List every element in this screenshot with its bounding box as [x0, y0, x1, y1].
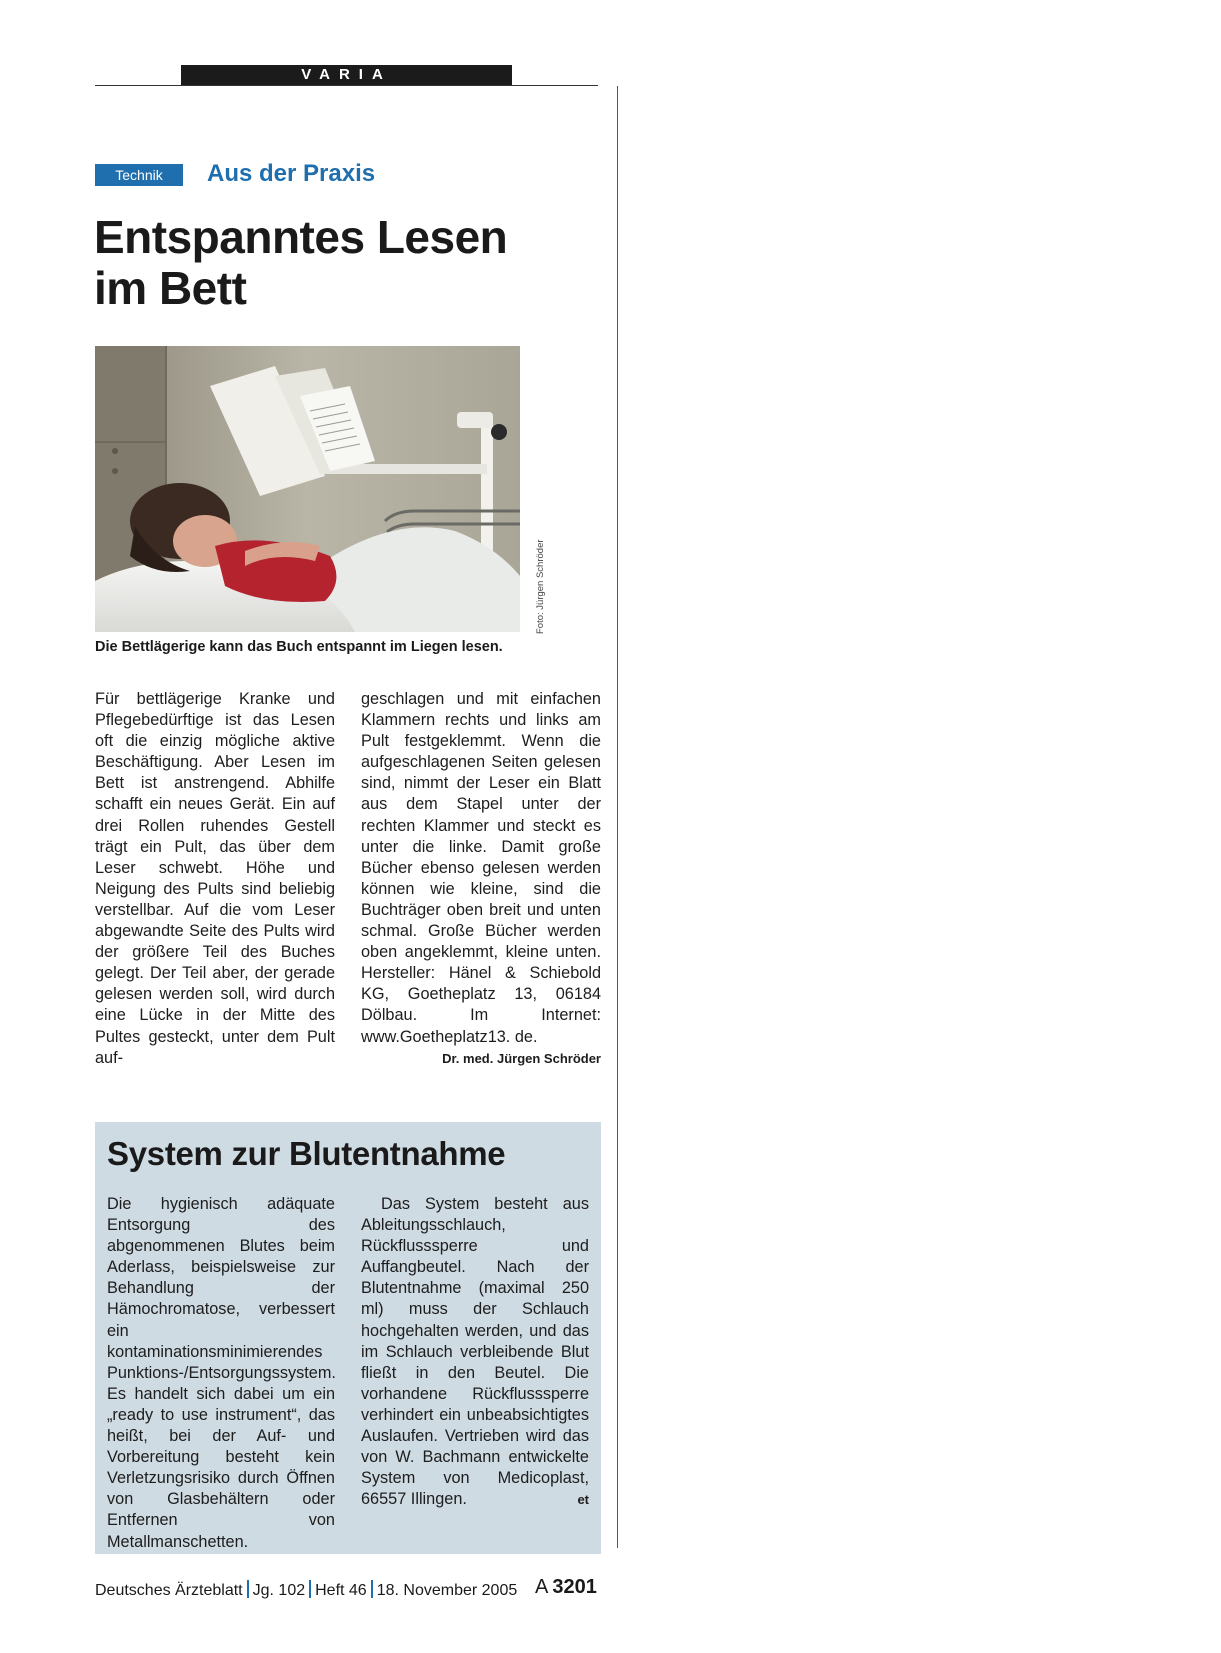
box-column-1: Die hygienisch adäquate Entsorgung des abgenommenen Blutes beim Aderlass, beispielsweise zur Behandlung der Hämochromatose, verbessert ein kontaminationsminimierendes Punktions-/Entsorgungssystem. Es handelt sich dabei um ein „ready to use instrument“, das heißt, bei der Auf- und Vorbereitung besteht kein Verletzungsrisiko durch Öffnen von Glasbehältern oder Entfernen von Metallmanschetten. — [107, 1195, 336, 1551]
page-prefix: A — [535, 1576, 549, 1598]
footer-separator — [247, 1580, 249, 1598]
article-column-1: Für bettlägerige Kranke und Pflegebedürftige ist das Lesen oft die einzig mögliche aktive Beschäftigung. Aber Lesen im Bett ist anstrengend. Abhilfe schafft ein neues Gerät. Ein auf drei Rollen ruhendes Gestell trägt ein Pult, das über dem Leser schwebt. Höhe und Neigung des Pults sind beliebig verstellbar. Auf die vom Leser abgewandte Seite des Pults wird der größere Teil des Buches gelegt. Der Teil aber, der gerade gelesen werden soll, wird durch eine Lücke in der Mitte des Pultes gesteckt, unter dem Pult auf- — [95, 690, 335, 1067]
page-number-value: 3201 — [552, 1576, 597, 1598]
reading-stand-photo — [95, 346, 520, 632]
headline-line-1: Entspanntes Lesen — [94, 211, 508, 263]
box-column-2-text: Das System besteht aus Ableitungsschlauch, Rückflusssperre und Auffangbeutel. Nach der Blutentnahme (maximal 250 ml) muss der Schlauch hochgehalten werden, und das im Schlauch verbleibende Blut fließt in den Beutel. Die vorhandene Rückflusssperre verhindert ein unbeabsichtigtes Auslaufen. Vertrieben wird das von W. Bachmann entwickelte System von Medicoplast, 66557 Illingen. — [361, 1195, 589, 1509]
footer-issue: Heft 46 — [315, 1582, 367, 1599]
column-rule — [617, 86, 618, 1548]
article-photo — [95, 346, 520, 632]
box-column-2 — [361, 1194, 589, 1511]
article-column-2-text: geschlagen und mit einfachen Klammern rechts und links am Pult festgeklemmt. Wenn die aufgeschlagenen Seiten gelesen sind, nimmt der Leser ein Blatt aus dem Stapel unter der rechten Klammer und steckt es unter die linke. Damit große Bücher ebenso gelesen werden können wie kleine, sind die Buchträger oben breit und unten schmal. Große Bücher werden oben angeklemmt, kleine unten. Hersteller: Hänel & Schiebold KG, Goetheplatz 13, 06184 Dölbau. Im Internet: www.Goetheplatz13. de. — [361, 690, 601, 1046]
footer-separator — [309, 1580, 311, 1598]
article-column-2 — [361, 689, 601, 1069]
footer-date: 18. November 2005 — [376, 1582, 518, 1599]
article-headline — [94, 212, 614, 314]
footer-separator — [371, 1580, 373, 1598]
headline-line-2: im Bett — [94, 262, 247, 314]
footer-volume: Jg. 102 — [252, 1582, 306, 1599]
photo-caption: Die Bettlägerige kann das Buch entspannt im Liegen lesen. — [95, 639, 503, 655]
box-headline: System zur Blutentnahme — [107, 1135, 506, 1172]
page-footer — [95, 1580, 517, 1600]
photo-credit: Foto: Jürgen Schröder — [535, 539, 546, 634]
category-tag: Technik — [95, 164, 183, 186]
article-byline: Dr. med. Jürgen Schröder — [442, 1050, 601, 1066]
page-number — [535, 1576, 597, 1599]
section-header: VARIA — [181, 65, 512, 85]
rubric-title: Aus der Praxis — [207, 160, 376, 187]
header-rule — [95, 85, 598, 86]
box-byline: et — [577, 1492, 589, 1508]
footer-journal: Deutsches Ärzteblatt — [95, 1582, 243, 1599]
